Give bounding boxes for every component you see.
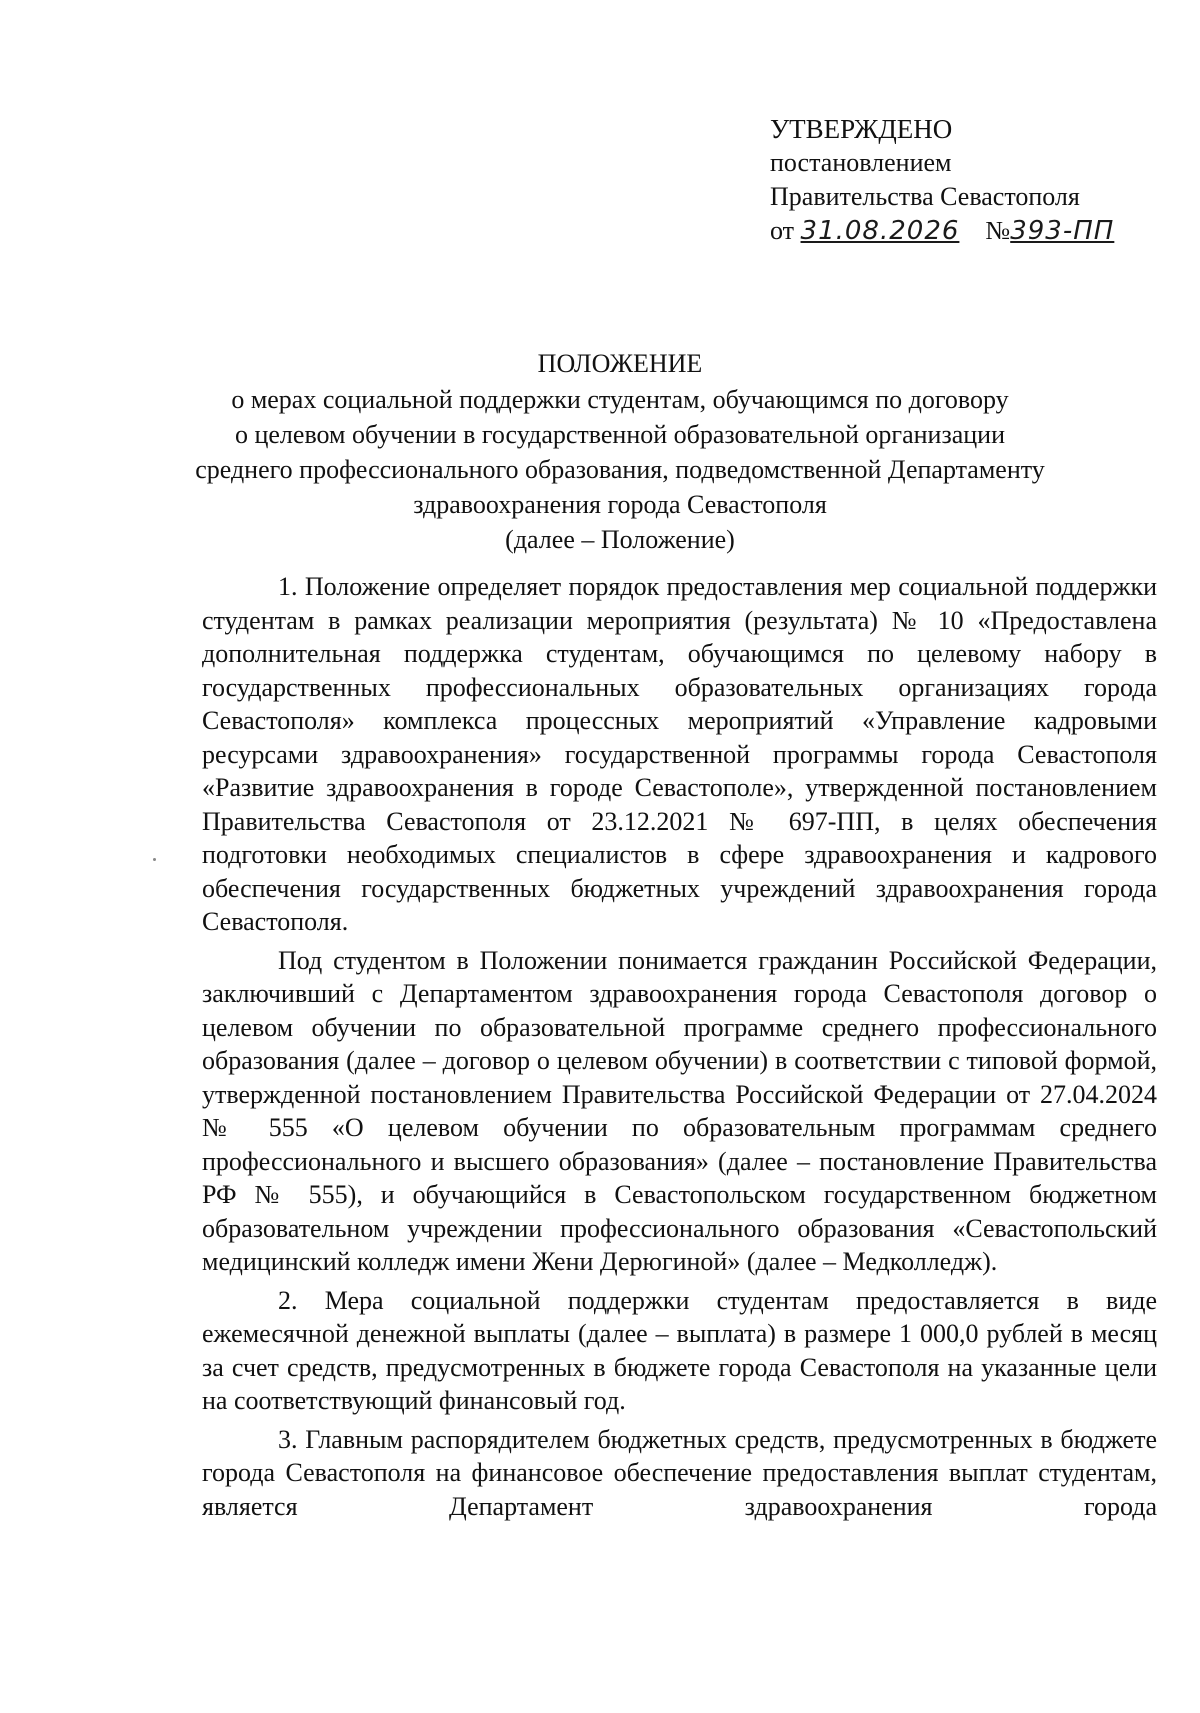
paragraph-1: 1. Положение определяет порядок предоставления мер социальной поддержки студентам в рамках реализации мероприятия (результата) № 10 «Предоставлена дополнительная поддержка студентам, обучающимся по целевому набору в государственных профессиональных образовательных организациях города Севастополя» комплекса процессных мероприятий «Управление кадровыми ресурсами здравоохранения» государственной программы города Севастополя «Развитие здравоохранения в городе Севастополе», утвержденной постановлением Правительства Севастополя от 23.12.2021 № 697-ПП, в целях обеспечения подготовки необходимых специалистов в сфере здравоохранения и кадрового обеспечения государственных бюджетных учреждений здравоохранения города Севастополя. <box>202 572 1157 936</box>
scan-speck <box>153 858 156 861</box>
approval-reference <box>770 214 1170 248</box>
paragraph-2: 2. Мера социальной поддержки студентам предоставляется в виде ежемесячной денежной выплаты (далее – выплата) в размере 1 000,0 рублей в месяц за счет средств, предусмотренных в бюджете города Севастополя на указанные цели на соответствующий финансовый год. <box>202 1285 1157 1415</box>
title-line-5: (далее – Положение) <box>505 525 735 554</box>
date-prefix: от <box>770 216 795 245</box>
title-heading: ПОЛОЖЕНИЕ <box>537 349 703 378</box>
title-line-1: о мерах социальной поддержки студентам, обучающимся по договору <box>231 385 1009 414</box>
title-line-3: среднего профессионального образования, подведомственной Департаменту <box>195 455 1045 484</box>
document-title <box>180 346 1060 557</box>
number-prefix: № <box>985 216 1011 245</box>
approval-stamp <box>770 112 1170 248</box>
title-line-4: здравоохранения города Севастополя <box>413 490 827 519</box>
approval-line-government: Правительства Севастополя <box>770 182 1080 211</box>
title-line-2: о целевом обучении в государственной образовательной организации <box>234 420 1006 449</box>
handwritten-number: 393-ПП <box>1010 216 1115 246</box>
paragraph-definition: Под студентом в Положении понимается гражданин Российской Федерации, заключивший с Департаментом здравоохранения города Севастополя договор о целевом обучении по образовательной программе среднего профессионального образования (далее – договор о целевом обучении) в соответствии с типовой формой, утвержденной постановлением Правительства Российской Федерации от 27.04.2024 № 555 «О целевом обучении по образовательным программам среднего профессионального и высшего образования» (далее – постановление Правительства РФ № 555), и обучающийся в Севастопольском государственном бюджетном образовательном учреждении профессионального образования «Севастопольский медицинский колледж имени Жени Дерюгиной» (далее – Медколледж). <box>202 945 1157 1276</box>
paragraph-3: 3. Главным распорядителем бюджетных средств, предусмотренных в бюджете города Севастополя на финансовое обеспечение предоставления выплат студентам, является Департамент здравоохранения города <box>202 1424 1157 1521</box>
approval-heading: УТВЕРЖДЕНО <box>770 114 953 144</box>
approval-line-resolution: постановлением <box>770 148 952 177</box>
handwritten-date: 31.08.2026 <box>800 216 960 246</box>
document-body <box>202 570 1157 1528</box>
